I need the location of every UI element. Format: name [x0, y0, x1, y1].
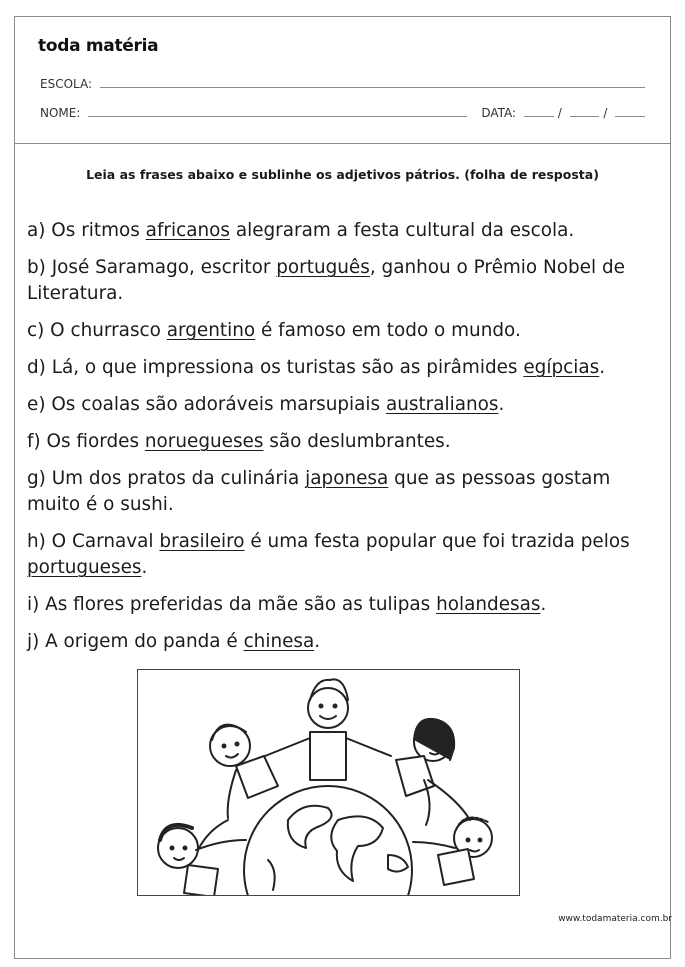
- sentence-item: a) Os ritmos africanos alegraram a festa cultural da escola.: [27, 220, 575, 241]
- school-blank-line: [100, 87, 645, 88]
- kids-around-globe-illustration: [137, 669, 520, 896]
- sentence-item: e) Os coalas são adoráveis marsupiais australianos.: [27, 394, 505, 415]
- date-separator: /: [557, 106, 562, 120]
- instruction-text: Leia as frases abaixo e sublinhe os adjetivos pátrios. (folha de resposta): [86, 167, 599, 182]
- underlined-adjective: chinesa: [243, 631, 315, 652]
- name-date-row: [40, 106, 645, 120]
- underlined-adjective: portugueses: [27, 557, 142, 578]
- underlined-adjective: africanos: [145, 220, 230, 241]
- underlined-adjective: argentino: [166, 320, 256, 341]
- sentence-item: g) Um dos pratos da culinária japonesa que as pessoas gostam muito é o sushi.: [27, 468, 617, 515]
- brand-logo: toda matéria: [38, 36, 159, 56]
- underlined-adjective: egípcias: [523, 357, 600, 378]
- underlined-adjective: português: [276, 257, 370, 278]
- date-label: DATA:: [481, 106, 517, 120]
- globe-icon: [244, 786, 412, 896]
- date-day-blank: [524, 116, 554, 117]
- name-blank-line: [88, 116, 467, 117]
- underlined-adjective: australianos: [385, 394, 499, 415]
- sentence-item: b) José Saramago, escritor português, ganhou o Prêmio Nobel de Literatura.: [27, 257, 631, 304]
- date-separator: /: [603, 106, 608, 120]
- sentence-item: d) Lá, o que impressiona os turistas são as pirâmides egípcias.: [27, 357, 606, 378]
- sentence-item: f) Os fiordes noruegueses são deslumbrantes.: [27, 431, 451, 452]
- child-face: [308, 688, 348, 728]
- date-year-blank: [615, 116, 645, 117]
- sentence-list: [27, 218, 647, 666]
- underlined-adjective: brasileiro: [159, 531, 245, 552]
- school-field: [40, 77, 645, 91]
- date-month-blank: [570, 116, 600, 117]
- school-label: ESCOLA:: [40, 77, 93, 91]
- underlined-adjective: holandesas: [436, 594, 541, 615]
- sentence-item: j) A origem do panda é chinesa.: [27, 631, 321, 652]
- name-label: NOME:: [40, 106, 81, 120]
- sentence-item: i) As flores preferidas da mãe são as tulipas holandesas.: [27, 594, 547, 615]
- sentence-item: h) O Carnaval brasileiro é uma festa popular que foi trazida pelos portugueses.: [27, 531, 636, 578]
- underlined-adjective: noruegueses: [144, 431, 264, 452]
- footer-website: www.todamateria.com.br: [558, 914, 672, 924]
- underlined-adjective: japonesa: [305, 468, 389, 489]
- sentence-item: c) O churrasco argentino é famoso em todo o mundo.: [27, 320, 521, 341]
- globe-children-drawing: [138, 670, 520, 896]
- worksheet-header: [15, 17, 670, 144]
